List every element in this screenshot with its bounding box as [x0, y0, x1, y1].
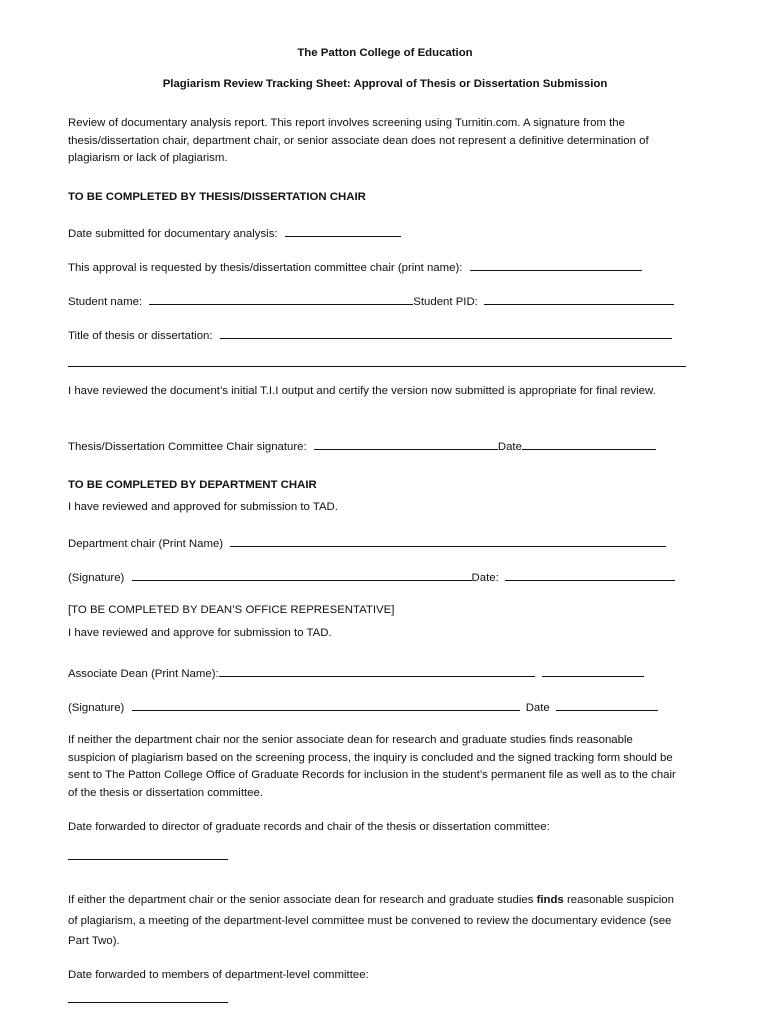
- dean-signature-field[interactable]: [132, 698, 520, 711]
- date-forwarded-committee-label: Date forwarded to members of department-level committee:: [68, 969, 369, 981]
- chair-date-label: Date: [497, 441, 522, 453]
- thesis-title-row: [68, 326, 672, 346]
- dean-print-name-field[interactable]: [219, 664, 535, 677]
- date-forwarded-director-label: Date forwarded to director of graduate records and chair of the thesis or dissertation committee:: [68, 821, 550, 833]
- either-paragraph: [68, 890, 678, 952]
- student-name-field[interactable]: [149, 292, 413, 305]
- date-submitted-label: Date submitted for documentary analysis:: [68, 228, 278, 240]
- dept-approved-text: I have reviewed and approved for submission to TAD.: [68, 501, 338, 513]
- dept-date-label: Date:: [471, 572, 499, 584]
- chair-section-heading: TO BE COMPLETED BY THESIS/DISSERTATION CHAIR: [68, 191, 366, 203]
- date-forwarded-director-field[interactable]: [68, 859, 228, 860]
- dept-signature-row: [68, 568, 675, 588]
- student-pid-field[interactable]: [484, 292, 674, 305]
- dept-print-name-label: Department chair (Print Name): [68, 538, 224, 550]
- college-name: The Patton College of Education: [297, 47, 473, 59]
- dept-signature-field[interactable]: [132, 568, 472, 581]
- chair-signature-row: [68, 437, 656, 457]
- dean-print-name-label: Associate Dean (Print Name):: [68, 668, 219, 680]
- student-row: [68, 292, 674, 312]
- chair-signature-label: Thesis/Dissertation Committee Chair signature:: [68, 441, 307, 453]
- chair-print-name-field[interactable]: [470, 258, 642, 271]
- either-paragraph-start: If either the department chair or the senior associate dean for research and graduate studies: [68, 894, 537, 906]
- dept-section-heading: TO BE COMPLETED BY DEPARTMENT CHAIR: [68, 479, 317, 491]
- dept-signature-label: (Signature): [68, 572, 125, 584]
- dept-print-name-field[interactable]: [230, 534, 666, 547]
- form-title: Plagiarism Review Tracking Sheet: Approval of Thesis or Dissertation Submission: [162, 78, 608, 90]
- thesis-title-field[interactable]: [220, 326, 672, 339]
- student-pid-label: Student PID:: [413, 296, 478, 308]
- intro-paragraph: Review of documentary analysis report. This report involves screening using Turnitin.com. A signature from the thesis/dissertation chair, department chair, or senior associate dean does not represent a definitive determination of plagiarism or lack of plagiarism.: [68, 117, 649, 164]
- date-submitted-field[interactable]: [285, 224, 401, 237]
- certify-text: I have reviewed the document’s initial T.I.I output and certify the version now submitted is appropriate for final review.: [68, 385, 656, 397]
- dean-approve-text: I have reviewed and approve for submission to TAD.: [68, 627, 332, 639]
- thesis-title-continuation-line[interactable]: [68, 366, 686, 367]
- student-name-label: Student name:: [68, 296, 143, 308]
- date-forwarded-committee-field[interactable]: [68, 1002, 228, 1003]
- dean-section-heading: [TO BE COMPLETED BY DEAN’S OFFICE REPRESENTATIVE]: [68, 604, 395, 616]
- dean-signature-label: (Signature): [68, 702, 125, 714]
- dean-date-field[interactable]: [556, 698, 658, 711]
- dept-date-field[interactable]: [505, 568, 675, 581]
- dean-print-name-extra-field[interactable]: [542, 664, 644, 677]
- either-paragraph-bold-word: finds: [536, 894, 564, 906]
- dean-signature-row: [68, 698, 658, 718]
- either-paragraph-end: reasonable suspicion of plagiarism, a meeting of the department-level committee must be convened to review the documentary evidence (see Part Two).: [68, 894, 674, 947]
- neither-paragraph: If neither the department chair nor the senior associate dean for research and graduate studies finds reasonable suspicion of plagiarism based on the screening process, the inquiry is concluded and the signed tracking form should be sent to The Patton College Office of Graduate Records for inclusion in the student’s permanent file as well as to the chair of the thesis or dissertation committee.: [68, 734, 676, 799]
- dean-print-name-row: [68, 664, 644, 684]
- approval-requested-row: [68, 258, 642, 278]
- dept-print-name-row: [68, 534, 666, 554]
- approval-requested-label: This approval is requested by thesis/dissertation committee chair (print name):: [68, 262, 463, 274]
- chair-signature-field[interactable]: [314, 437, 498, 450]
- dean-date-label: Date: [525, 702, 550, 714]
- chair-date-field[interactable]: [522, 437, 656, 450]
- date-submitted-row: [68, 224, 401, 244]
- thesis-title-label: Title of thesis or dissertation:: [68, 330, 213, 342]
